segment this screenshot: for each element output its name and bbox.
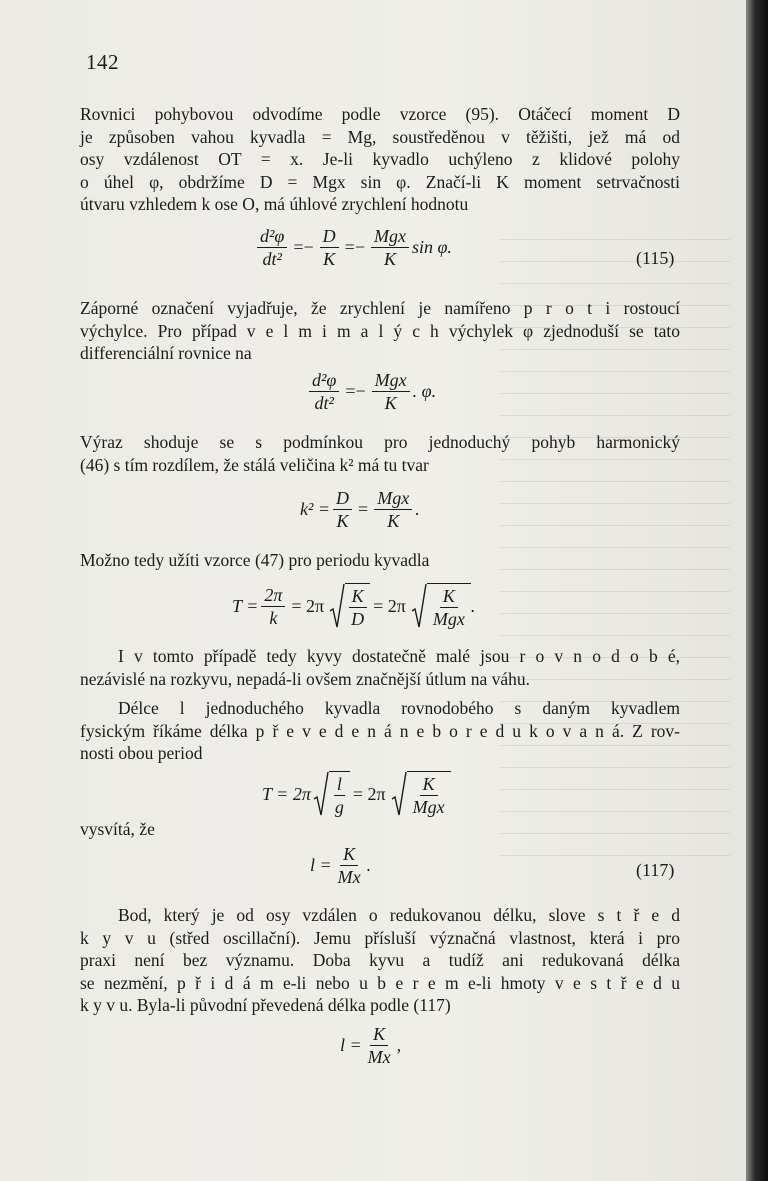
square-root: $\frac{K}{D}$ — [329, 583, 370, 629]
book-spine-shadow — [746, 0, 768, 1181]
text-line: útvaru vzhledem k ose O, má úhlové zrychlení hodnotu — [80, 194, 469, 215]
equation-117: l = $\frac{K}{Mx}$ . — [310, 844, 372, 887]
equation-reduced-length: l = $\frac{K}{Mx}$ , — [340, 1024, 402, 1067]
square-root: $\frac{K}{\text{Mgx}}$ — [411, 583, 471, 629]
text-line: osy vzdálenost OT = x. Je-li kyvadlo uchýleno z klidové polohy — [80, 149, 680, 170]
paragraph-5 — [80, 645, 680, 690]
text-line: Bod, který je od osy vzdálen o redukovanou délku, slove s t ř e d — [118, 905, 680, 925]
text-line: Možno tedy užíti vzorce (47) pro periodu kyvadla — [80, 550, 430, 570]
paragraph-8 — [80, 904, 680, 1017]
text-line: Délce l jednoduchého kyvadla rovnodobého s daným kyvadlem — [118, 698, 680, 718]
text-line: (46) s tím rozdílem, že stálá veličina k² má tu tvar — [80, 454, 429, 475]
page-number: 142 — [86, 50, 119, 74]
paragraph-4 — [80, 549, 680, 572]
text-line: je způsoben vahou kyvadla = Mg, soustředěnou v těžišti, jež má od — [80, 126, 680, 147]
paragraph-7 — [80, 818, 280, 841]
equation-number-117: (117) — [636, 860, 675, 880]
text-line: nezávislé na rozkyvu, nepadá-li ovšem značnější útlum na váhu. — [80, 668, 530, 689]
equation-115: $\frac{\text{d²φ}}{\text{dt²}}$ =− $\frac{D}{K}$ =− $\frac{\text{Mgx}}{K}$ sin φ. — [254, 226, 452, 269]
text-line: I v tomto případě tedy kyvy dostatečně malé jsou r o v n o d o b é, — [118, 646, 680, 666]
text-line: nosti obou period — [80, 743, 203, 764]
paragraph-3 — [80, 431, 680, 476]
equation-equal-periods: T = 2π $\frac{l}{g}$ = 2π $\frac{K}{\text{Mgx}}$ — [262, 771, 451, 817]
equation-number-115: (115) — [636, 248, 675, 268]
text-line: Rovnici pohybovou odvodíme podle vzorce (95). Otáčecí moment D — [80, 104, 680, 124]
equation-small-oscillation: $\frac{\text{d²φ}}{\text{dt²}}$ =− $\frac{\text{Mgx}}{K}$ . φ. — [306, 370, 436, 413]
paragraph-2 — [80, 297, 680, 365]
text-line: k y v u (střed oscillační). Jemu přísluší význačná vlastnost, která i pro — [80, 927, 680, 948]
text-line: Výraz shoduje se s podmínkou pro jednoduchý pohyb harmonický — [80, 432, 680, 452]
text-line: Záporné označení vyjadřuje, že zrychlení je namířeno p r o t i rostoucí — [80, 298, 680, 318]
paragraph-1 — [80, 103, 680, 216]
text-line: k y v u. Byla-li původní převedená délka podle (117) — [80, 995, 451, 1016]
equation-k-squared: k² = $\frac{D}{K}$ = $\frac{\text{Mgx}}{K}$ . — [300, 488, 420, 531]
square-root: $\frac{l}{g}$ — [313, 771, 350, 817]
text-line: praxi není bez významu. Doba kyvu a tudíž ani redukovaná délka — [80, 950, 680, 971]
text-line: výchylce. Pro případ v e l m i m a l ý c h výchylek φ zjednoduší se tato — [80, 320, 680, 341]
paragraph-6 — [80, 697, 680, 765]
text-line: se nezmění, p ř i d á m e-li nebo u b e r e m e-li hmoty v e s t ř e d u — [80, 972, 680, 993]
text-line: differenciální rovnice na — [80, 343, 252, 364]
equation-period: T = $\frac{2\pi}{k}$ = 2π $\frac{K}{D}$ = 2π $\frac{K}{\text{Mgx}}$ . — [232, 584, 476, 629]
text-line: o úhel φ, obdržíme D = Mgx sin φ. Značí-li K moment setrvačnosti — [80, 171, 680, 192]
text-line: fysickým říkáme délka p ř e v e d e n á n e b o r e d u k o v a n á. Z rov- — [80, 720, 680, 741]
text-line: vysvítá, že — [80, 819, 155, 839]
square-root: $\frac{K}{\text{Mgx}}$ — [391, 771, 451, 817]
